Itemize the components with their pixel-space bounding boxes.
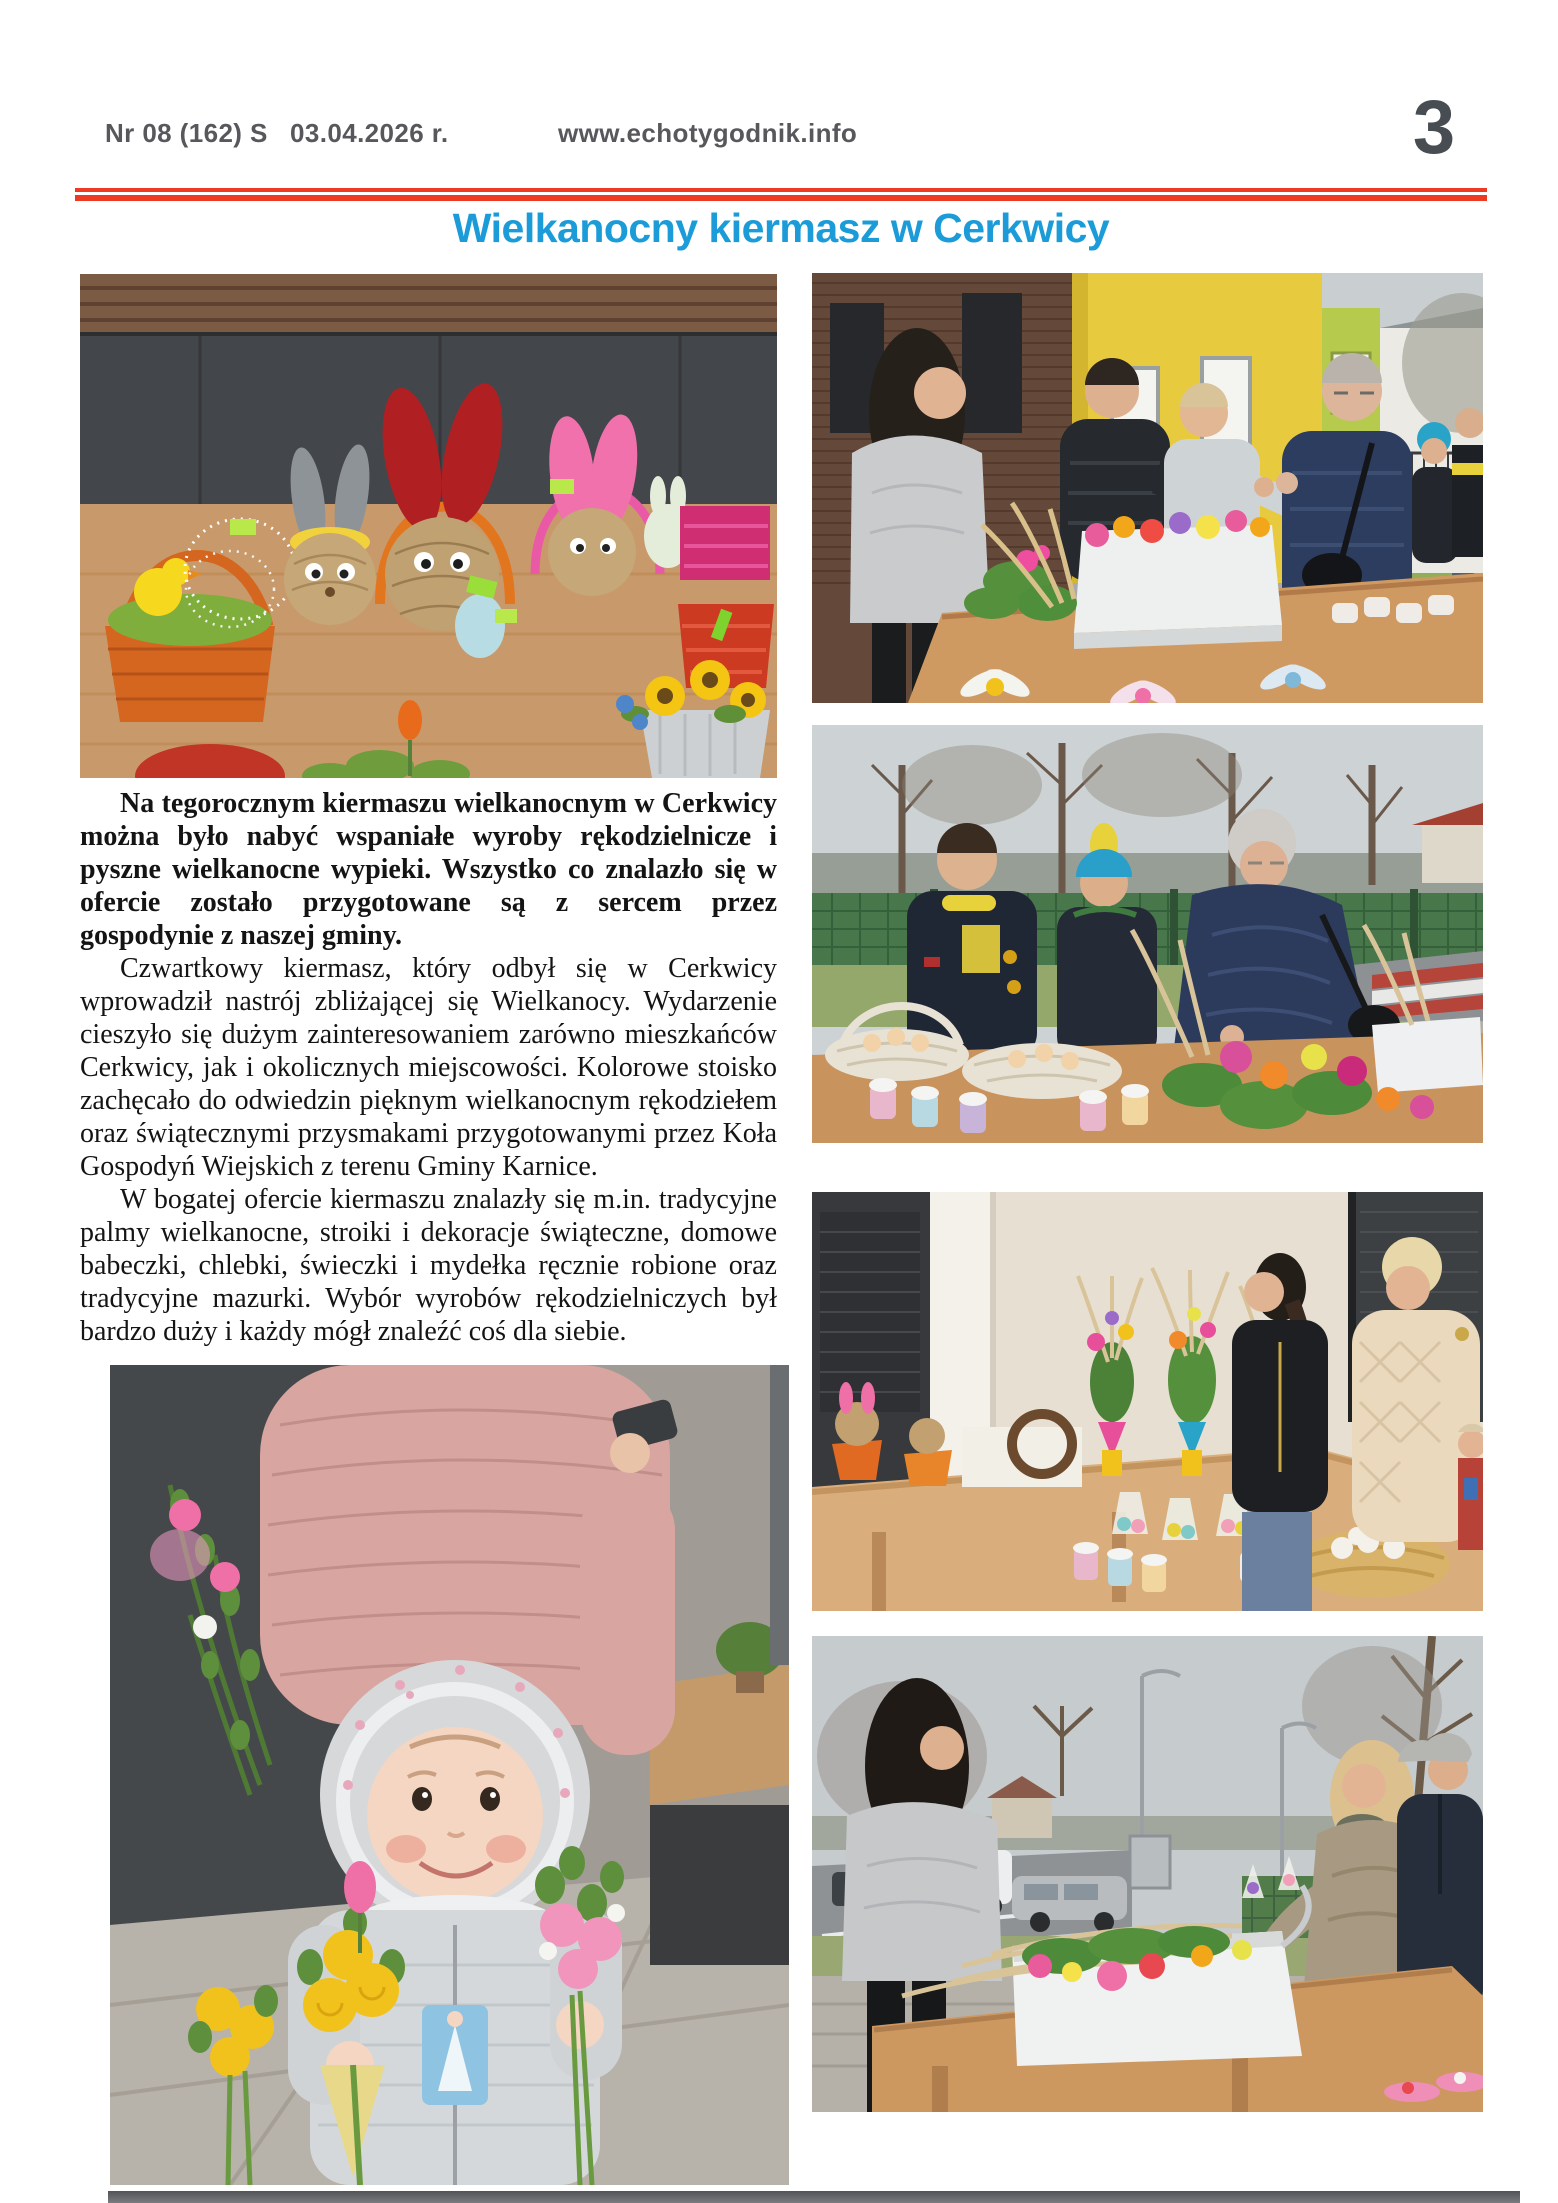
outdoor-stall-illustration	[812, 273, 1483, 703]
issue-number: Nr 08 (162) S	[105, 118, 268, 148]
article-title: Wielkanocny kiermasz w Cerkwicy	[452, 205, 1110, 251]
elderly-woman-with-boys-at-stall-photo	[812, 725, 1483, 1143]
easter-bunny-handicrafts-photo	[80, 274, 777, 778]
child-with-bouquets-illustration	[110, 1365, 789, 2185]
stall-by-yellow-building-photo	[812, 273, 1483, 703]
indoor-stall-illustration	[812, 1192, 1483, 1611]
easter-bunnies-illustration	[80, 274, 777, 778]
outdoor-market-trees-illustration	[812, 725, 1483, 1143]
bottom-divider-bar	[108, 2191, 1520, 2203]
page-number: 3	[1412, 85, 1456, 170]
issue-date: 03.04.2026 r.	[290, 118, 449, 148]
lead-paragraph: Na tegorocznym kiermaszu wielkanocnym w Cerkwicy można było nabyć wspaniałe wyroby rękodzielnicze i pyszne wielkanocne wypieki. Wszystko co znalazło się w ofercie zostało przygotowane są z sercem przez gospodynie z naszej gminy.	[80, 788, 777, 951]
red-double-rule	[75, 188, 1487, 201]
indoor-easter-palm-tables-photo	[812, 1192, 1483, 1611]
paragraph-3: W bogatej ofercie kiermaszu znalazły się m.in. tradycyjne palmy wielkanocne, stroiki i dekoracje świąteczne, domowe babeczki, chlebki, świeczki i mydełka ręcznie robione oraz tradycyjne mazurki. Wybór wyrobów rękodzielniczych był bardzo duży i każdy mógł znaleźć coś dla siebie.	[80, 1184, 777, 1347]
paragraph-2: Czwartkowy kiermasz, który odbył się w Cerkwicy wprowadził nastrój zbliżającej się Wielkanocy. Wydarzenie cieszyło się dużym zainteresowaniem zarówno mieszkańców Cerkwicy, jak i okolicznych miejscowości. Kolorowe stoisko zachęcało do odwiedzin pięknym wielkanocnym rękodziełem oraz świątecznymi przysmakami przygotowanymi przez Koła Gospodyń Wiejskich z terenu Gminy Karnice.	[80, 953, 777, 1182]
child-with-flower-bouquets-photo	[110, 1365, 789, 2185]
roadside-stall-white-box-photo	[812, 1636, 1483, 2112]
website-url: www.echotygodnik.info	[558, 118, 858, 148]
roadside-stall-illustration	[812, 1636, 1483, 2112]
article-body	[80, 787, 777, 1348]
